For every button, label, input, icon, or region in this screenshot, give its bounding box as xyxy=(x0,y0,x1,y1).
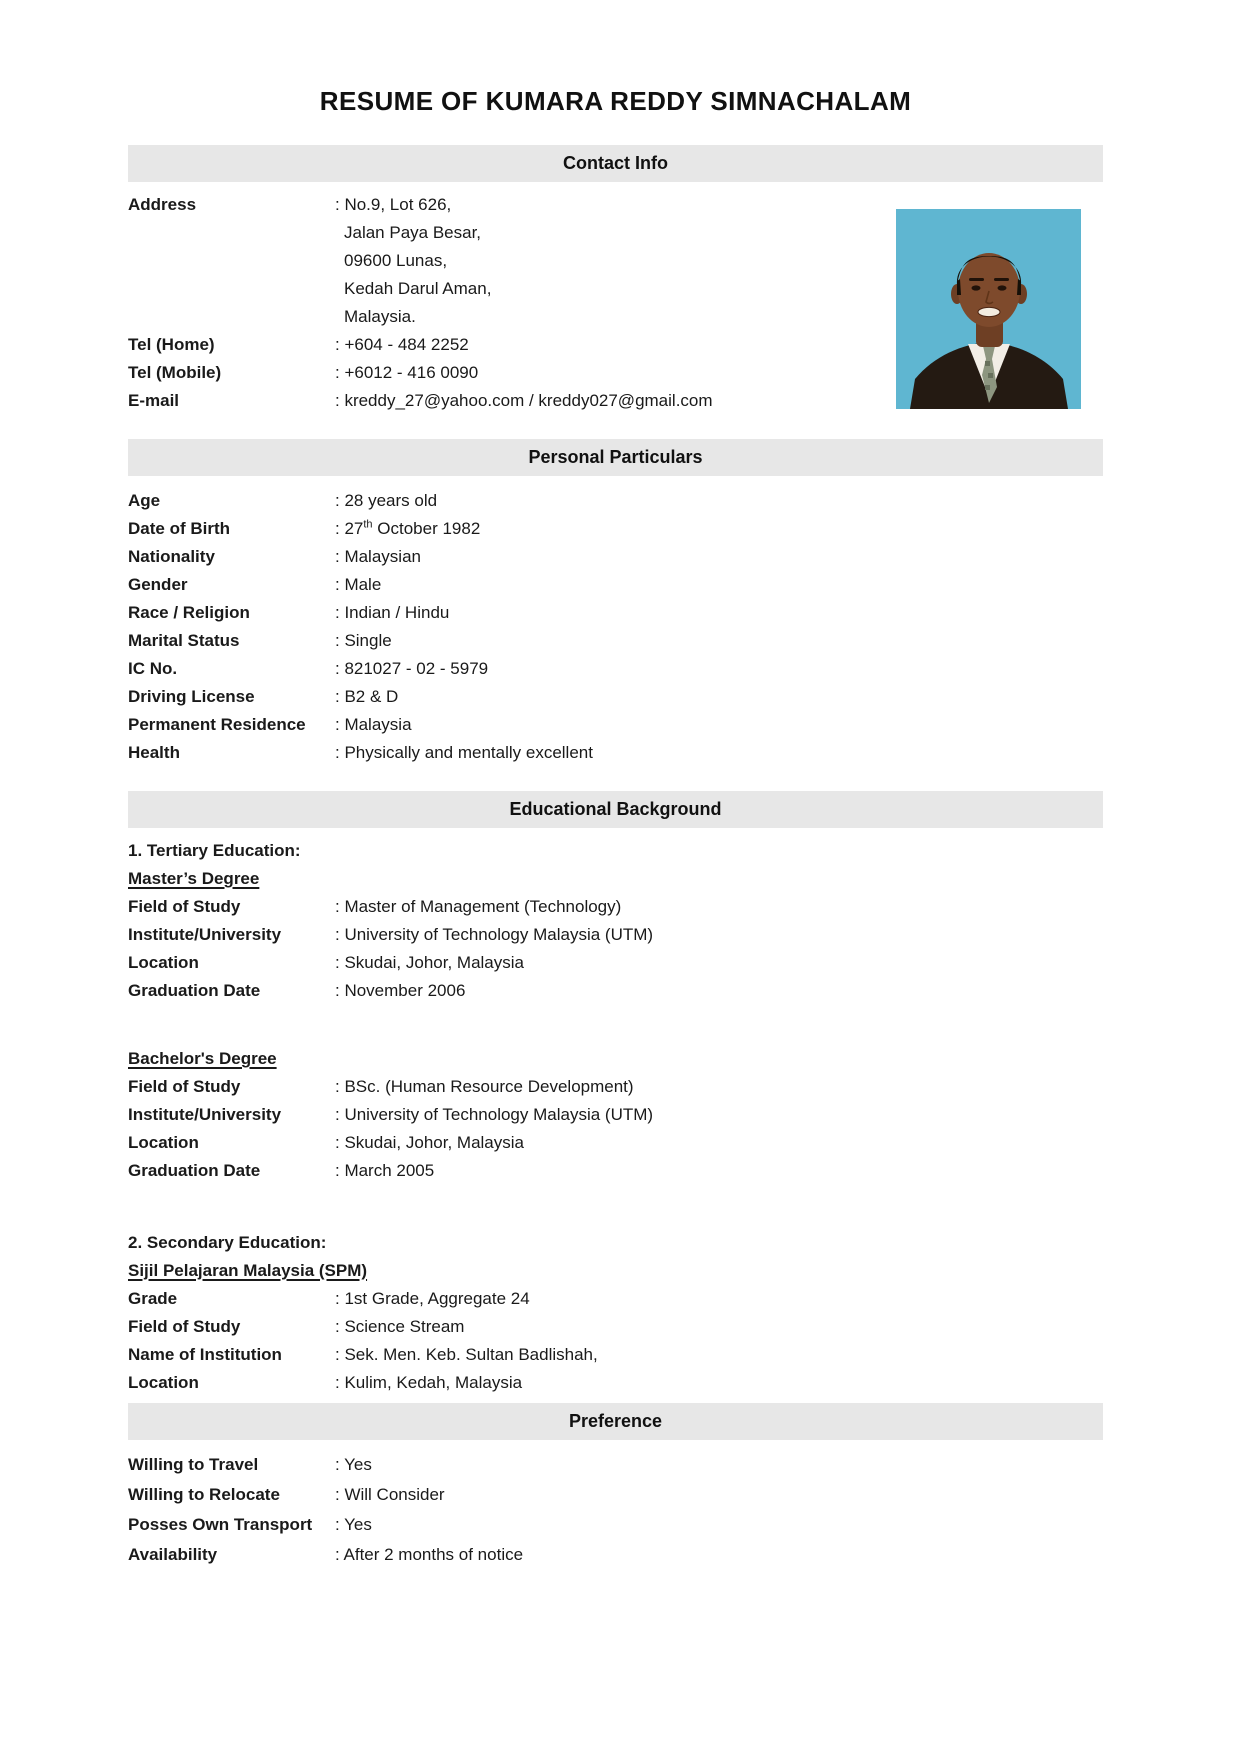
date-of-birth-row xyxy=(128,515,1103,543)
section-header-educational-background: Educational Background xyxy=(128,791,1103,828)
bachelors-institute-value: : University of Technology Malaysia (UTM) xyxy=(335,1105,654,1124)
education-section xyxy=(128,837,1103,1397)
driving-license-label: Driving License xyxy=(128,687,255,706)
nationality-row xyxy=(128,543,1103,571)
date-of-birth-label: Date of Birth xyxy=(128,519,230,538)
age-value: : 28 years old xyxy=(335,491,438,510)
masters-field-value: : Master of Management (Technology) xyxy=(335,897,622,916)
spm-field-label: Field of Study xyxy=(128,1317,241,1336)
own-transport-value: : Yes xyxy=(335,1515,372,1534)
availability-value: : After 2 months of notice xyxy=(335,1545,524,1564)
own-transport-row xyxy=(128,1510,1103,1540)
bachelors-degree-heading: Bachelor's Degree xyxy=(128,1049,277,1068)
address-row xyxy=(128,275,1103,303)
permanent-residence-label: Permanent Residence xyxy=(128,715,306,734)
spm-grade-row xyxy=(128,1285,1103,1313)
masters-field-row xyxy=(128,893,1103,921)
willing-to-relocate-value: : Will Consider xyxy=(335,1485,445,1504)
health-row xyxy=(128,739,1103,767)
masters-degree-heading: Master’s Degree xyxy=(128,869,260,888)
masters-graduation-label: Graduation Date xyxy=(128,981,261,1000)
address-line-5: Malaysia. xyxy=(344,307,416,326)
masters-graduation-row xyxy=(128,977,1103,1005)
spm-location-value: : Kulim, Kedah, Malaysia xyxy=(335,1373,523,1392)
nationality-label: Nationality xyxy=(128,547,215,566)
ic-no-row xyxy=(128,655,1103,683)
ic-no-label: IC No. xyxy=(128,659,178,678)
permanent-residence-row xyxy=(128,711,1103,739)
health-label: Health xyxy=(128,743,180,762)
bachelors-graduation-label: Graduation Date xyxy=(128,1161,261,1180)
bachelors-graduation-value: : March 2005 xyxy=(335,1161,435,1180)
bachelors-field-label: Field of Study xyxy=(128,1077,241,1096)
email-row xyxy=(128,387,1103,415)
address-row xyxy=(128,191,1103,219)
masters-location-value: : Skudai, Johor, Malaysia xyxy=(335,953,524,972)
address-row xyxy=(128,219,1103,247)
tertiary-education-heading: 1. Tertiary Education: xyxy=(128,841,301,860)
masters-institute-label: Institute/University xyxy=(128,925,282,944)
spm-institution-label: Name of Institution xyxy=(128,1345,282,1364)
masters-location-label: Location xyxy=(128,953,199,972)
email-label: E-mail xyxy=(128,391,180,410)
age-label: Age xyxy=(128,491,161,510)
spm-field-row xyxy=(128,1313,1103,1341)
gender-value: : Male xyxy=(335,575,382,594)
bachelors-graduation-row xyxy=(128,1157,1103,1185)
willing-to-travel-row xyxy=(128,1450,1103,1480)
spm-heading: Sijil Pelajaran Malaysia (SPM) xyxy=(128,1261,368,1280)
marital-status-value: : Single xyxy=(335,631,392,650)
contact-section xyxy=(128,191,1103,415)
health-value: : Physically and mentally excellent xyxy=(335,743,593,762)
bachelors-location-value: : Skudai, Johor, Malaysia xyxy=(335,1133,524,1152)
address-line-4: Kedah Darul Aman, xyxy=(344,279,492,298)
spm-field-value: : Science Stream xyxy=(335,1317,465,1336)
marital-status-label: Marital Status xyxy=(128,631,240,650)
own-transport-label: Posses Own Transport xyxy=(128,1515,313,1534)
bachelors-institute-row xyxy=(128,1101,1103,1129)
masters-institute-value: : University of Technology Malaysia (UTM) xyxy=(335,925,654,944)
personal-section xyxy=(128,487,1103,767)
spm-institution-value: : Sek. Men. Keb. Sultan Badlishah, xyxy=(335,1345,598,1364)
section-header-personal-particulars: Personal Particulars xyxy=(128,439,1103,476)
tel-mobile-value: : +6012 - 416 0090 xyxy=(335,363,479,382)
section-header-preference: Preference xyxy=(128,1403,1103,1440)
masters-location-row xyxy=(128,949,1103,977)
gender-label: Gender xyxy=(128,575,188,594)
section-header-contact-info: Contact Info xyxy=(128,145,1103,182)
address-row xyxy=(128,247,1103,275)
availability-row xyxy=(128,1540,1103,1570)
race-religion-row xyxy=(128,599,1103,627)
spm-institution-row xyxy=(128,1341,1103,1369)
address-label: Address xyxy=(128,195,197,214)
willing-to-relocate-label: Willing to Relocate xyxy=(128,1485,280,1504)
spm-location-label: Location xyxy=(128,1373,199,1392)
masters-graduation-value: : November 2006 xyxy=(335,981,466,1000)
date-of-birth-value: : 27th October 1982 xyxy=(335,518,481,538)
preference-section xyxy=(128,1450,1103,1570)
spm-grade-value: : 1st Grade, Aggregate 24 xyxy=(335,1289,530,1308)
driving-license-row xyxy=(128,683,1103,711)
nationality-value: : Malaysian xyxy=(335,547,421,566)
tel-mobile-label: Tel (Mobile) xyxy=(128,363,222,382)
bachelors-field-row xyxy=(128,1073,1103,1101)
secondary-education-heading: 2. Secondary Education: xyxy=(128,1233,327,1252)
race-religion-label: Race / Religion xyxy=(128,603,250,622)
address-line-3: 09600 Lunas, xyxy=(344,251,448,270)
age-row xyxy=(128,487,1103,515)
gender-row xyxy=(128,571,1103,599)
spm-grade-label: Grade xyxy=(128,1289,178,1308)
masters-field-label: Field of Study xyxy=(128,897,241,916)
bachelors-location-label: Location xyxy=(128,1133,199,1152)
page-title: RESUME OF KUMARA REDDY SIMNACHALAM xyxy=(319,86,912,116)
address-row xyxy=(128,303,1103,331)
willing-to-travel-label: Willing to Travel xyxy=(128,1455,259,1474)
driving-license-value: : B2 & D xyxy=(335,687,399,706)
spm-location-row xyxy=(128,1369,1103,1397)
address-line-1: : No.9, Lot 626, xyxy=(335,195,452,214)
ic-no-value: : 821027 - 02 - 5979 xyxy=(335,659,489,678)
tel-mobile-row xyxy=(128,359,1103,387)
email-value: : kreddy_27@yahoo.com / kreddy027@gmail.com xyxy=(335,391,713,410)
address-line-2: Jalan Paya Besar, xyxy=(344,223,482,242)
bachelors-field-value: : BSc. (Human Resource Development) xyxy=(335,1077,634,1096)
willing-to-relocate-row xyxy=(128,1480,1103,1510)
permanent-residence-value: : Malaysia xyxy=(335,715,412,734)
marital-status-row xyxy=(128,627,1103,655)
availability-label: Availability xyxy=(128,1545,218,1564)
race-religion-value: : Indian / Hindu xyxy=(335,603,450,622)
tel-home-value: : +604 - 484 2252 xyxy=(335,335,469,354)
masters-institute-row xyxy=(128,921,1103,949)
document-body xyxy=(128,0,1103,1570)
ordinal-suffix: th xyxy=(363,518,373,531)
bachelors-location-row xyxy=(128,1129,1103,1157)
tel-home-row xyxy=(128,331,1103,359)
tel-home-label: Tel (Home) xyxy=(128,335,215,354)
bachelors-institute-label: Institute/University xyxy=(128,1105,282,1124)
willing-to-travel-value: : Yes xyxy=(335,1455,372,1474)
